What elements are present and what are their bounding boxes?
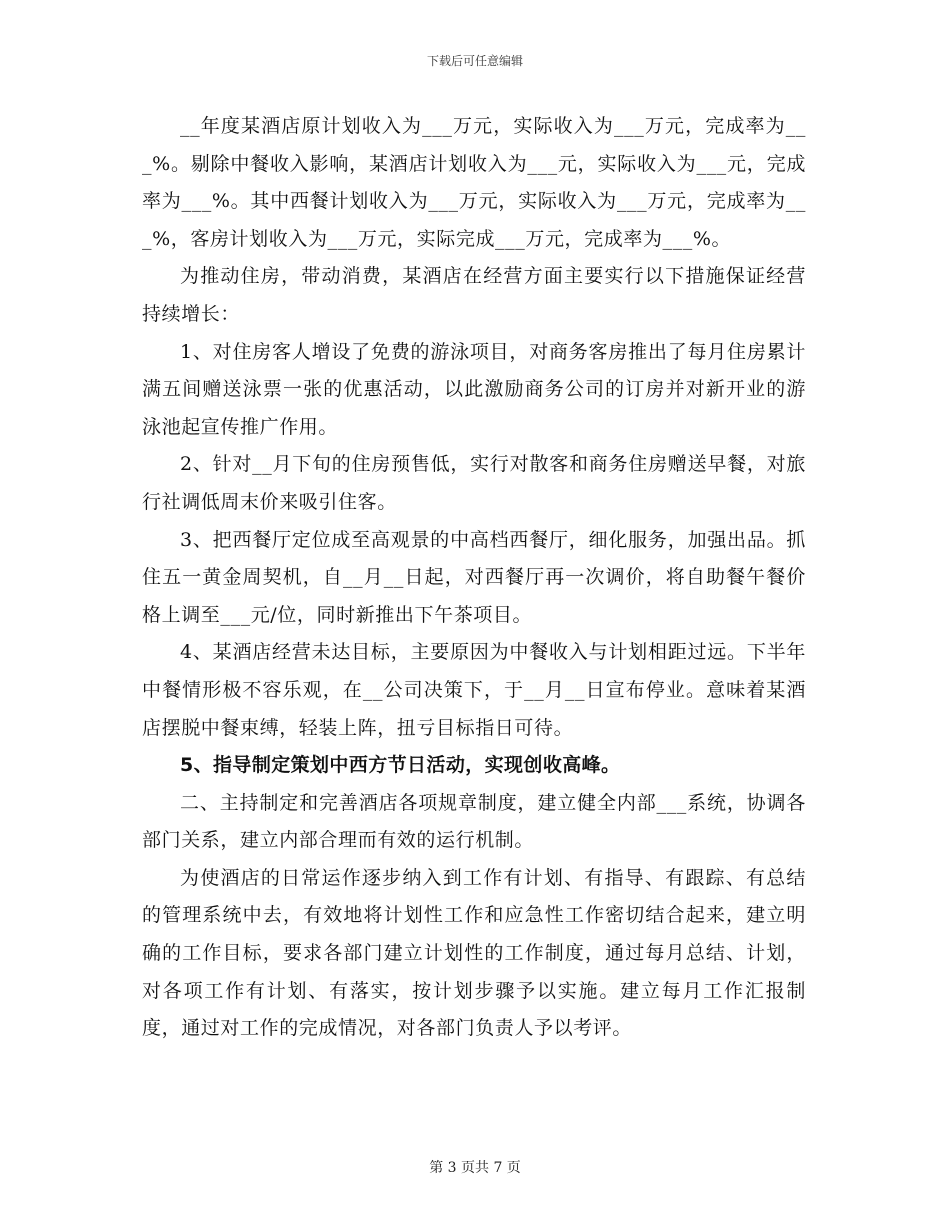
- paragraph-measure-3: 3、把西餐厅定位成至高观景的中高档西餐厅，细化服务，加强出品。抓住五一黄金周契机，自__月__日起，对西餐厅再一次调价，将自助餐午餐价格上调至___元/位，同时新推出下午茶项目。: [142, 528, 806, 626]
- paragraph-revenue-summary: __年度某酒店原计划收入为___万元，实际收入为___万元，完成率为___%。剔除中餐收入影响，某酒店计划收入为___元，实际收入为___元，完成率为___%。其中西餐计划收入为___万元，实际收入为___万元，完成率为___%，客房计划收入为___万元，实际完成___万元，完成率为___%。: [142, 115, 806, 250]
- page-footer: 第 3 页共 7 页: [429, 1160, 521, 1176]
- paragraph-measure-5-heading: 5、指导制定策划中西方节日活动，实现创收高峰。: [180, 754, 621, 777]
- page-header: 下载后可任意编辑: [426, 54, 523, 68]
- paragraph-measures-intro: 为推动住房，带动消费，某酒店在经营方面主要实行以下措施保证经营持续增长：: [142, 265, 806, 325]
- paragraph-measure-4: 4、某酒店经营未达目标，主要原因为中餐收入与计划相距过远。下半年中餐情形极不容乐观，在__公司决策下，于__月__日宣布停业。意味着某酒店摆脱中餐束缚，轻装上阵，扭亏目标指日可待。: [142, 641, 806, 739]
- paragraph-section-two: 二、主持制定和完善酒店各项规章制度，建立健全内部___系统，协调各部门关系，建立内部合理而有效的运行机制。: [142, 791, 806, 852]
- paragraph-management-system: 为使酒店的日常运作逐步纳入到工作有计划、有指导、有跟踪、有总结的管理系统中去，有效地将计划性工作和应急性工作密切结合起来，建立明确的工作目标，要求各部门建立计划性的工作制度，通过每月总结、计划，对各项工作有计划、有落实，按计划步骤予以实施。建立每月工作汇报制度，通过对工作的完成情况，对各部门负责人予以考评。: [142, 866, 806, 1040]
- paragraph-measure-1: 1、对住房客人增设了免费的游泳项目，对商务客房推出了每月住房累计满五间赠送泳票一张的优惠活动，以此激励商务公司的订房并对新开业的游泳池起宣传推广作用。: [142, 340, 806, 438]
- paragraph-measure-2: 2、针对__月下旬的住房预售低，实行对散客和商务住房赠送早餐，对旅行社调低周末价来吸引住客。: [142, 453, 806, 513]
- document-body: [142, 108, 806, 1048]
